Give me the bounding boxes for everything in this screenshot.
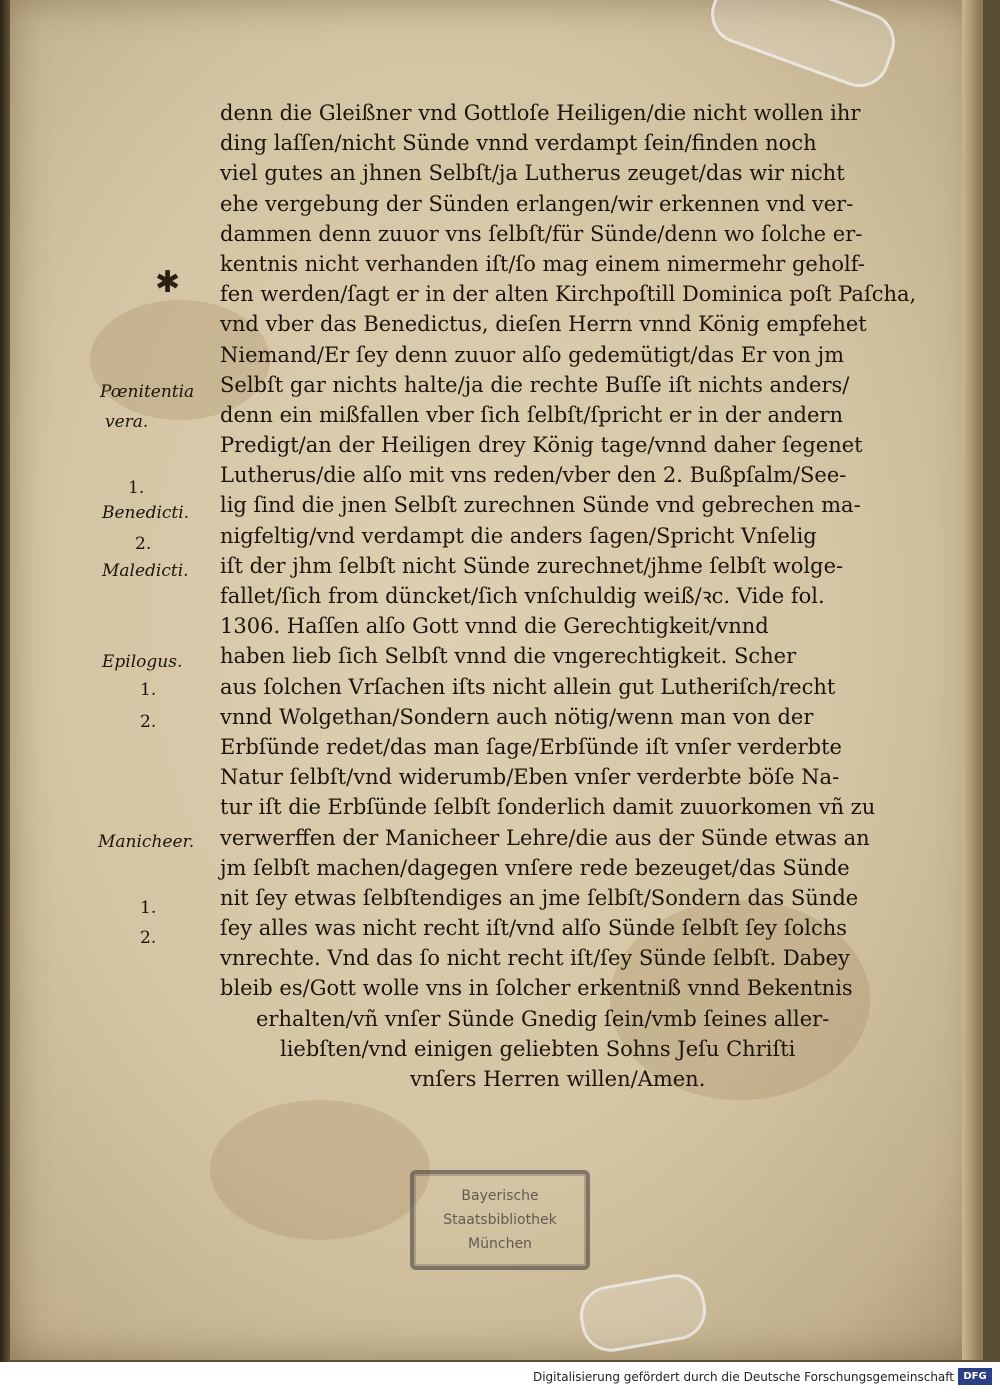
text-line: vnd vber das Benedictus, dieſen Herrn vnnd König empfehet xyxy=(220,312,867,337)
library-stamp xyxy=(410,1170,590,1270)
text-line: denn die Gleißner vnd Gottloſe Heiligen/die nicht wollen ihr xyxy=(220,101,861,125)
text-line: bleib es/Gott wolle vns in ſolcher erkentniß vnnd Bekentnis xyxy=(220,976,853,1001)
stamp-line: Staatsbibliothek xyxy=(443,1212,557,1228)
text-line: denn ein mißfallen vber ſich ſelbſt/ſpricht er in der andern xyxy=(220,402,843,427)
text-line: lig ſind die jnen Selbſt zurechnen Sünde vnd gebrechen ma- xyxy=(220,493,861,518)
margin-number: 2. xyxy=(140,928,157,948)
margin-note-poenitentia: Pœnitentia xyxy=(100,382,195,402)
margin-number: 2. xyxy=(135,534,152,554)
text-line: Lutherus/die alſo mit vns reden/vber den 2. Bußpſalm/See- xyxy=(220,463,847,488)
text-line: Natur ſelbſt/vnd widerumb/Eben vnſer verderbte böſe Na- xyxy=(220,765,840,790)
text-line: liebſten/vnd einigen geliebten Sohns Jeſu Chriſti xyxy=(280,1036,796,1061)
page-clip-bottom xyxy=(575,1270,711,1357)
text-line: iſt der jhm ſelbſt nicht Sünde zurechnet/jhme ſelbſt wolge- xyxy=(220,553,844,578)
text-line: dammen denn zuuor vns ſelbſt/für Sünde/denn wo ſolche er- xyxy=(220,221,863,246)
margin-number: 2. xyxy=(140,712,157,732)
text-line: fen werden/ſagt er in der alten Kirchpoſtill Dominica poſt Paſcha, xyxy=(220,282,917,307)
margin-number: 1. xyxy=(128,478,145,498)
margin-note-epilogus: Epilogus. xyxy=(102,652,183,672)
margin-note-vera: vera. xyxy=(105,412,149,432)
text-line: tur iſt die Erbſünde ſelbſt ſonderlich damit zuuorkomen vñ zu xyxy=(220,795,876,820)
footer-credit: Digitalisierung gefördert durch die Deutsche Forschungsgemeinschaft xyxy=(532,1370,954,1384)
text-line: ſey alles was nicht recht iſt/vnd alſo Sünde ſelbſt ſey ſolchs xyxy=(220,916,848,941)
stamp-line: Bayerische xyxy=(461,1188,539,1204)
paper-stain xyxy=(210,1100,430,1240)
body-text xyxy=(220,98,960,1094)
text-line: ehe vergebung der Sünden erlangen/wir erkennen vnd ver- xyxy=(220,191,854,216)
text-line: vnrechte. Vnd das ſo nicht recht iſt/ſey Sünde ſelbſt. Dabey xyxy=(220,946,850,971)
text-line: kentnis nicht verhanden iſt/ſo mag einem nimermehr geholf- xyxy=(220,251,865,276)
dfg-logo: DFG xyxy=(958,1368,992,1385)
margin-number: 1. xyxy=(140,898,157,918)
text-line: haben lieb ſich Selbſt vnnd die vngerechtigkeit. Scher xyxy=(220,644,797,669)
text-line: vnſers Herren willen/Amen. xyxy=(410,1067,706,1091)
text-line: verwerffen der Manicheer Lehre/die aus der Sünde etwas an xyxy=(220,825,870,850)
book-page xyxy=(10,0,983,1360)
margin-note-maledicti: Maledicti. xyxy=(102,561,189,581)
text-line: erhalten/vñ vnſer Sünde Gnedig ſein/vmb ſeines aller- xyxy=(256,1006,830,1031)
text-line: aus ſolchen Vrſachen iſts nicht allein gut Lutheriſch/recht xyxy=(220,674,836,699)
text-line: Selbſt gar nichts halte/ja die rechte Buſſe iſt nichts anders/ xyxy=(220,372,850,397)
text-line: nit ſey etwas ſelbſtendiges an jme ſelbſt/Sondern das Sünde xyxy=(220,885,859,910)
text-line: Erbſünde redet/das man ſage/Erbſünde iſt vnſer verderbte xyxy=(220,734,842,759)
page-edge xyxy=(962,0,980,1360)
digitization-footer xyxy=(0,1362,1000,1392)
text-line: fallet/ſich from düncket/ſich vnſchuldig weiß/ꝛc. Vide fol. xyxy=(220,584,825,608)
text-line: Niemand/Er ſey denn zuuor alſo gedemütigt/das Er von jm xyxy=(220,342,845,367)
text-line: nigfeltig/vnd verdampt die anders ſagen/Spricht Vnſelig xyxy=(220,523,817,548)
margin-note-manicheer: Manicheer. xyxy=(98,832,195,852)
stamp-line: München xyxy=(468,1236,532,1252)
margin-number: 1. xyxy=(140,680,157,700)
text-line: Predigt/an der Heiligen drey König tage/vnnd daher ſegenet xyxy=(220,433,863,458)
text-line: 1306. Haſſen alſo Gott vnnd die Gerechtigkeit/vnnd xyxy=(220,614,769,639)
text-line: jm ſelbſt machen/dagegen vnſere rede bezeuget/das Sünde xyxy=(220,855,850,880)
page-clip-top xyxy=(703,0,904,96)
margin-note-benedicti: Benedicti. xyxy=(102,503,190,523)
ink-blot: ✱ xyxy=(155,265,181,300)
text-line: viel gutes an jhnen Selbſt/ja Lutherus zeuget/das wir nicht xyxy=(220,161,845,186)
text-line: vnnd Wolgethan/Sondern auch nötig/wenn man von der xyxy=(220,704,814,729)
text-line: ding laſſen/nicht Sünde vnnd verdampt ſein/finden noch xyxy=(220,131,817,156)
